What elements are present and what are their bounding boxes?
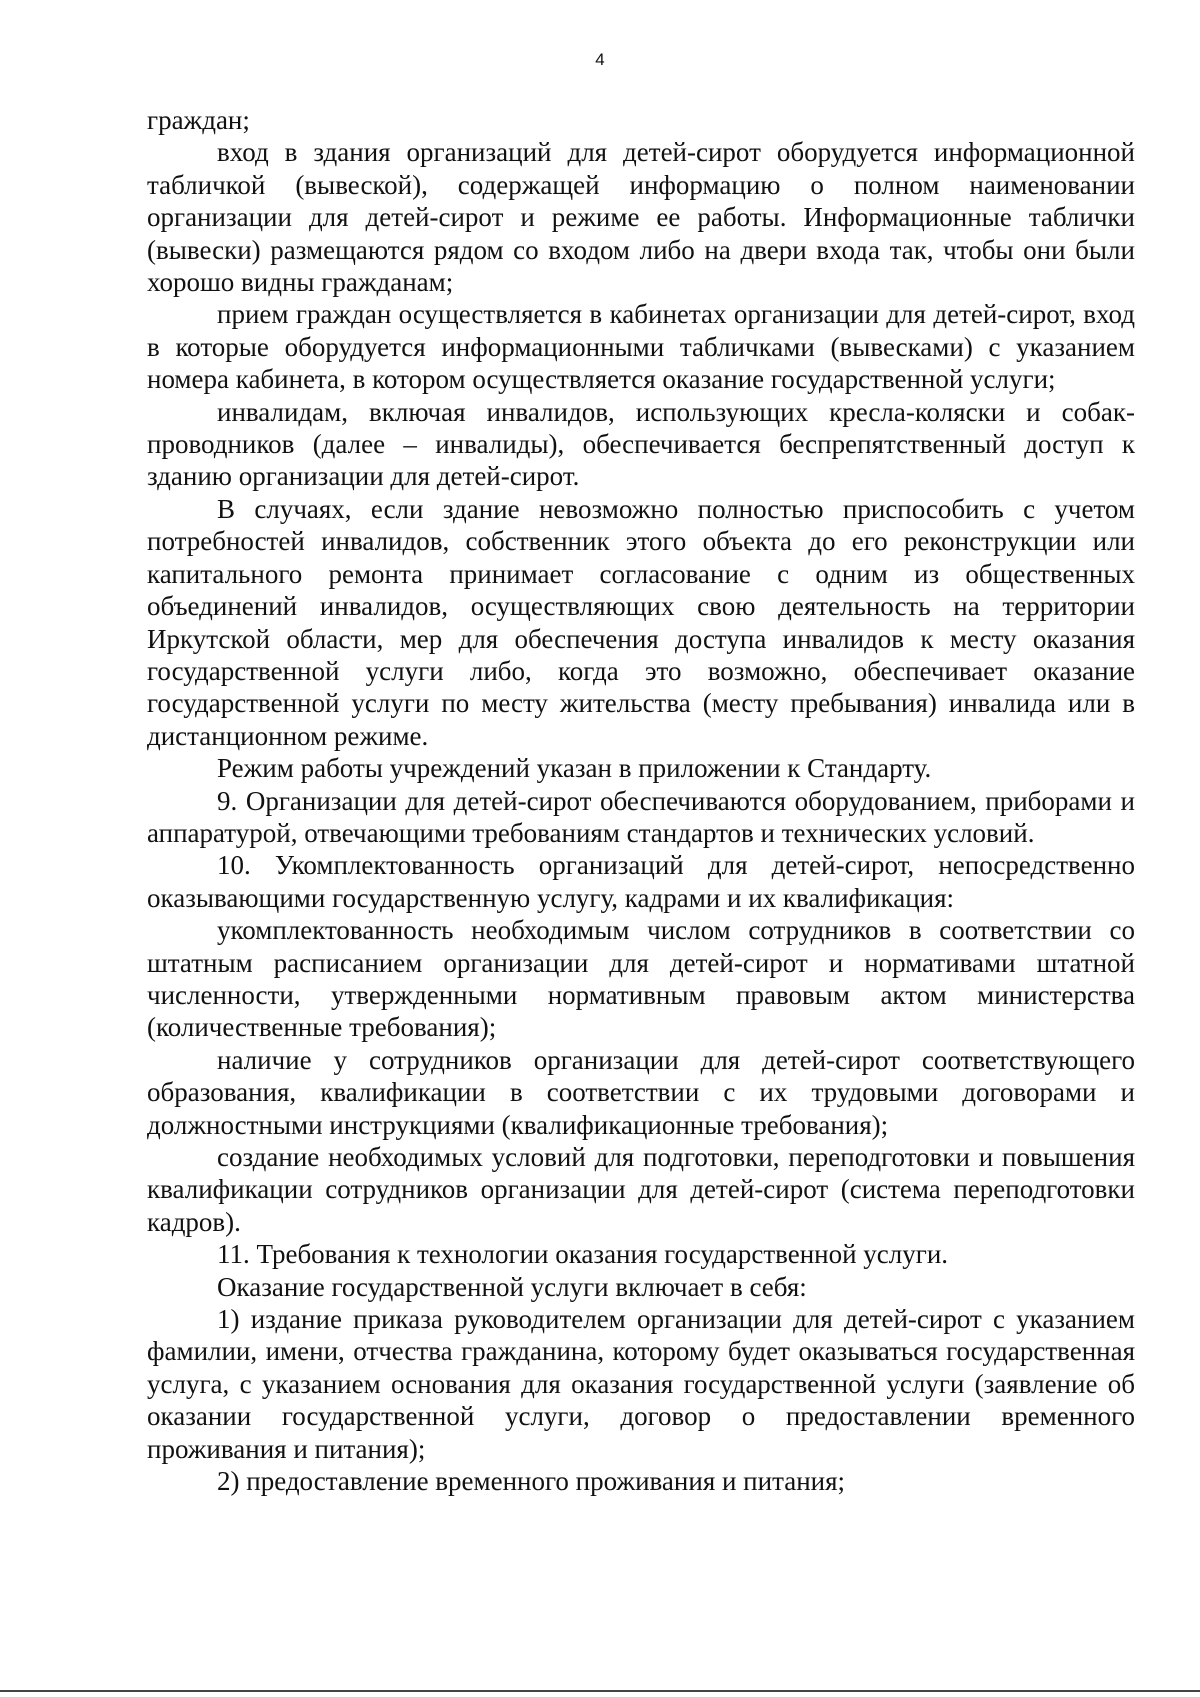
paragraph-subitem-2-accommodation: 2) предоставление временного проживания и питания;: [217, 1466, 846, 1497]
paragraph-reception-offices: прием граждан осуществляется в кабинетах организации для детей-сирот, вход в которые оборудуется информационными табличками (вывесками) с указанием номера кабинета, в котором осуществляется оказание государственной услуги;: [147, 299, 1135, 395]
paragraph-staff-training: создание необходимых условий для подготовки, переподготовки и повышения квалификации сотрудников организации для детей-сирот (система переподготовки кадров).: [147, 1142, 1135, 1237]
paragraph-work-schedule: Режим работы учреждений указан в приложении к Стандарту.: [217, 753, 932, 784]
paragraph-item-11-technology: 11. Требования к технологии оказания государственной услуги.: [217, 1239, 949, 1270]
paragraph-service-includes: Оказание государственной услуги включает в себя:: [217, 1271, 807, 1302]
bottom-divider: [0, 1690, 1200, 1692]
paragraph-disabled-access: инвалидам, включая инвалидов, использующих кресла-коляски и собак-проводников (далее – инвалиды), обеспечивается беспрепятственный доступ к зданию организации для детей-сирот.: [147, 396, 1135, 492]
paragraph-staff-count: укомплектованность необходимым числом сотрудников в соответствии со штатным расписанием организации для детей-сирот и нормативами штатной численности, утвержденными нормативным правовым актом министерства (количественные требования);: [147, 915, 1135, 1043]
paragraph-staff-qualification: наличие у сотрудников организации для детей-сирот соответствующего образования, квалификации в соответствии с их трудовыми договорами и должностными инструкциями (квалификационные требования);: [147, 1044, 1135, 1140]
paragraph-citizens-continuation: граждан;: [147, 105, 250, 135]
paragraph-item-10-staffing: 10. Укомплектованность организаций для детей-сирот, непосредственно оказывающими государственную услугу, кадрами и их квалификация:: [147, 850, 1135, 913]
document-body: [147, 104, 1135, 1497]
paragraph-building-adaptation: В случаях, если здание невозможно полностью приспособить с учетом потребностей инвалидов, собственник этого объекта до его реконструкции или капитального ремонта принимает согласование с одним из общественных объединений инвалидов, осуществляющих свою деятельность на территории Иркутской области, мер для обеспечения доступа инвалидов к месту оказания государственной услуги либо, когда это возможно, обеспечивает оказание государственной услуги по месту жительства (месту пребывания) инвалида или в дистанционном режиме.: [147, 493, 1135, 751]
paragraph-entrance-signage: вход в здания организаций для детей-сирот оборудуется информационной табличкой (вывеской), содержащей информацию о полном наименовании организации для детей-сирот и режиме ее работы. Информационные таблички (вывески) размещаются рядом со входом либо на двери входа так, чтобы они были хорошо видны гражданам;: [147, 137, 1135, 298]
page-number: 4: [595, 50, 605, 69]
paragraph-item-9-equipment: 9. Организации для детей-сирот обеспечиваются оборудованием, приборами и аппаратурой, отвечающими требованиям стандартов и технических условий.: [147, 785, 1135, 848]
paragraph-subitem-1-order: 1) издание приказа руководителем организации для детей-сирот с указанием фамилии, имени, отчества гражданина, которому будет оказываться государственная услуга, с указанием основания для оказания государственной услуги (заявление об оказании государственной услуги, договор о предоставлении временного проживания и питания);: [147, 1304, 1135, 1464]
